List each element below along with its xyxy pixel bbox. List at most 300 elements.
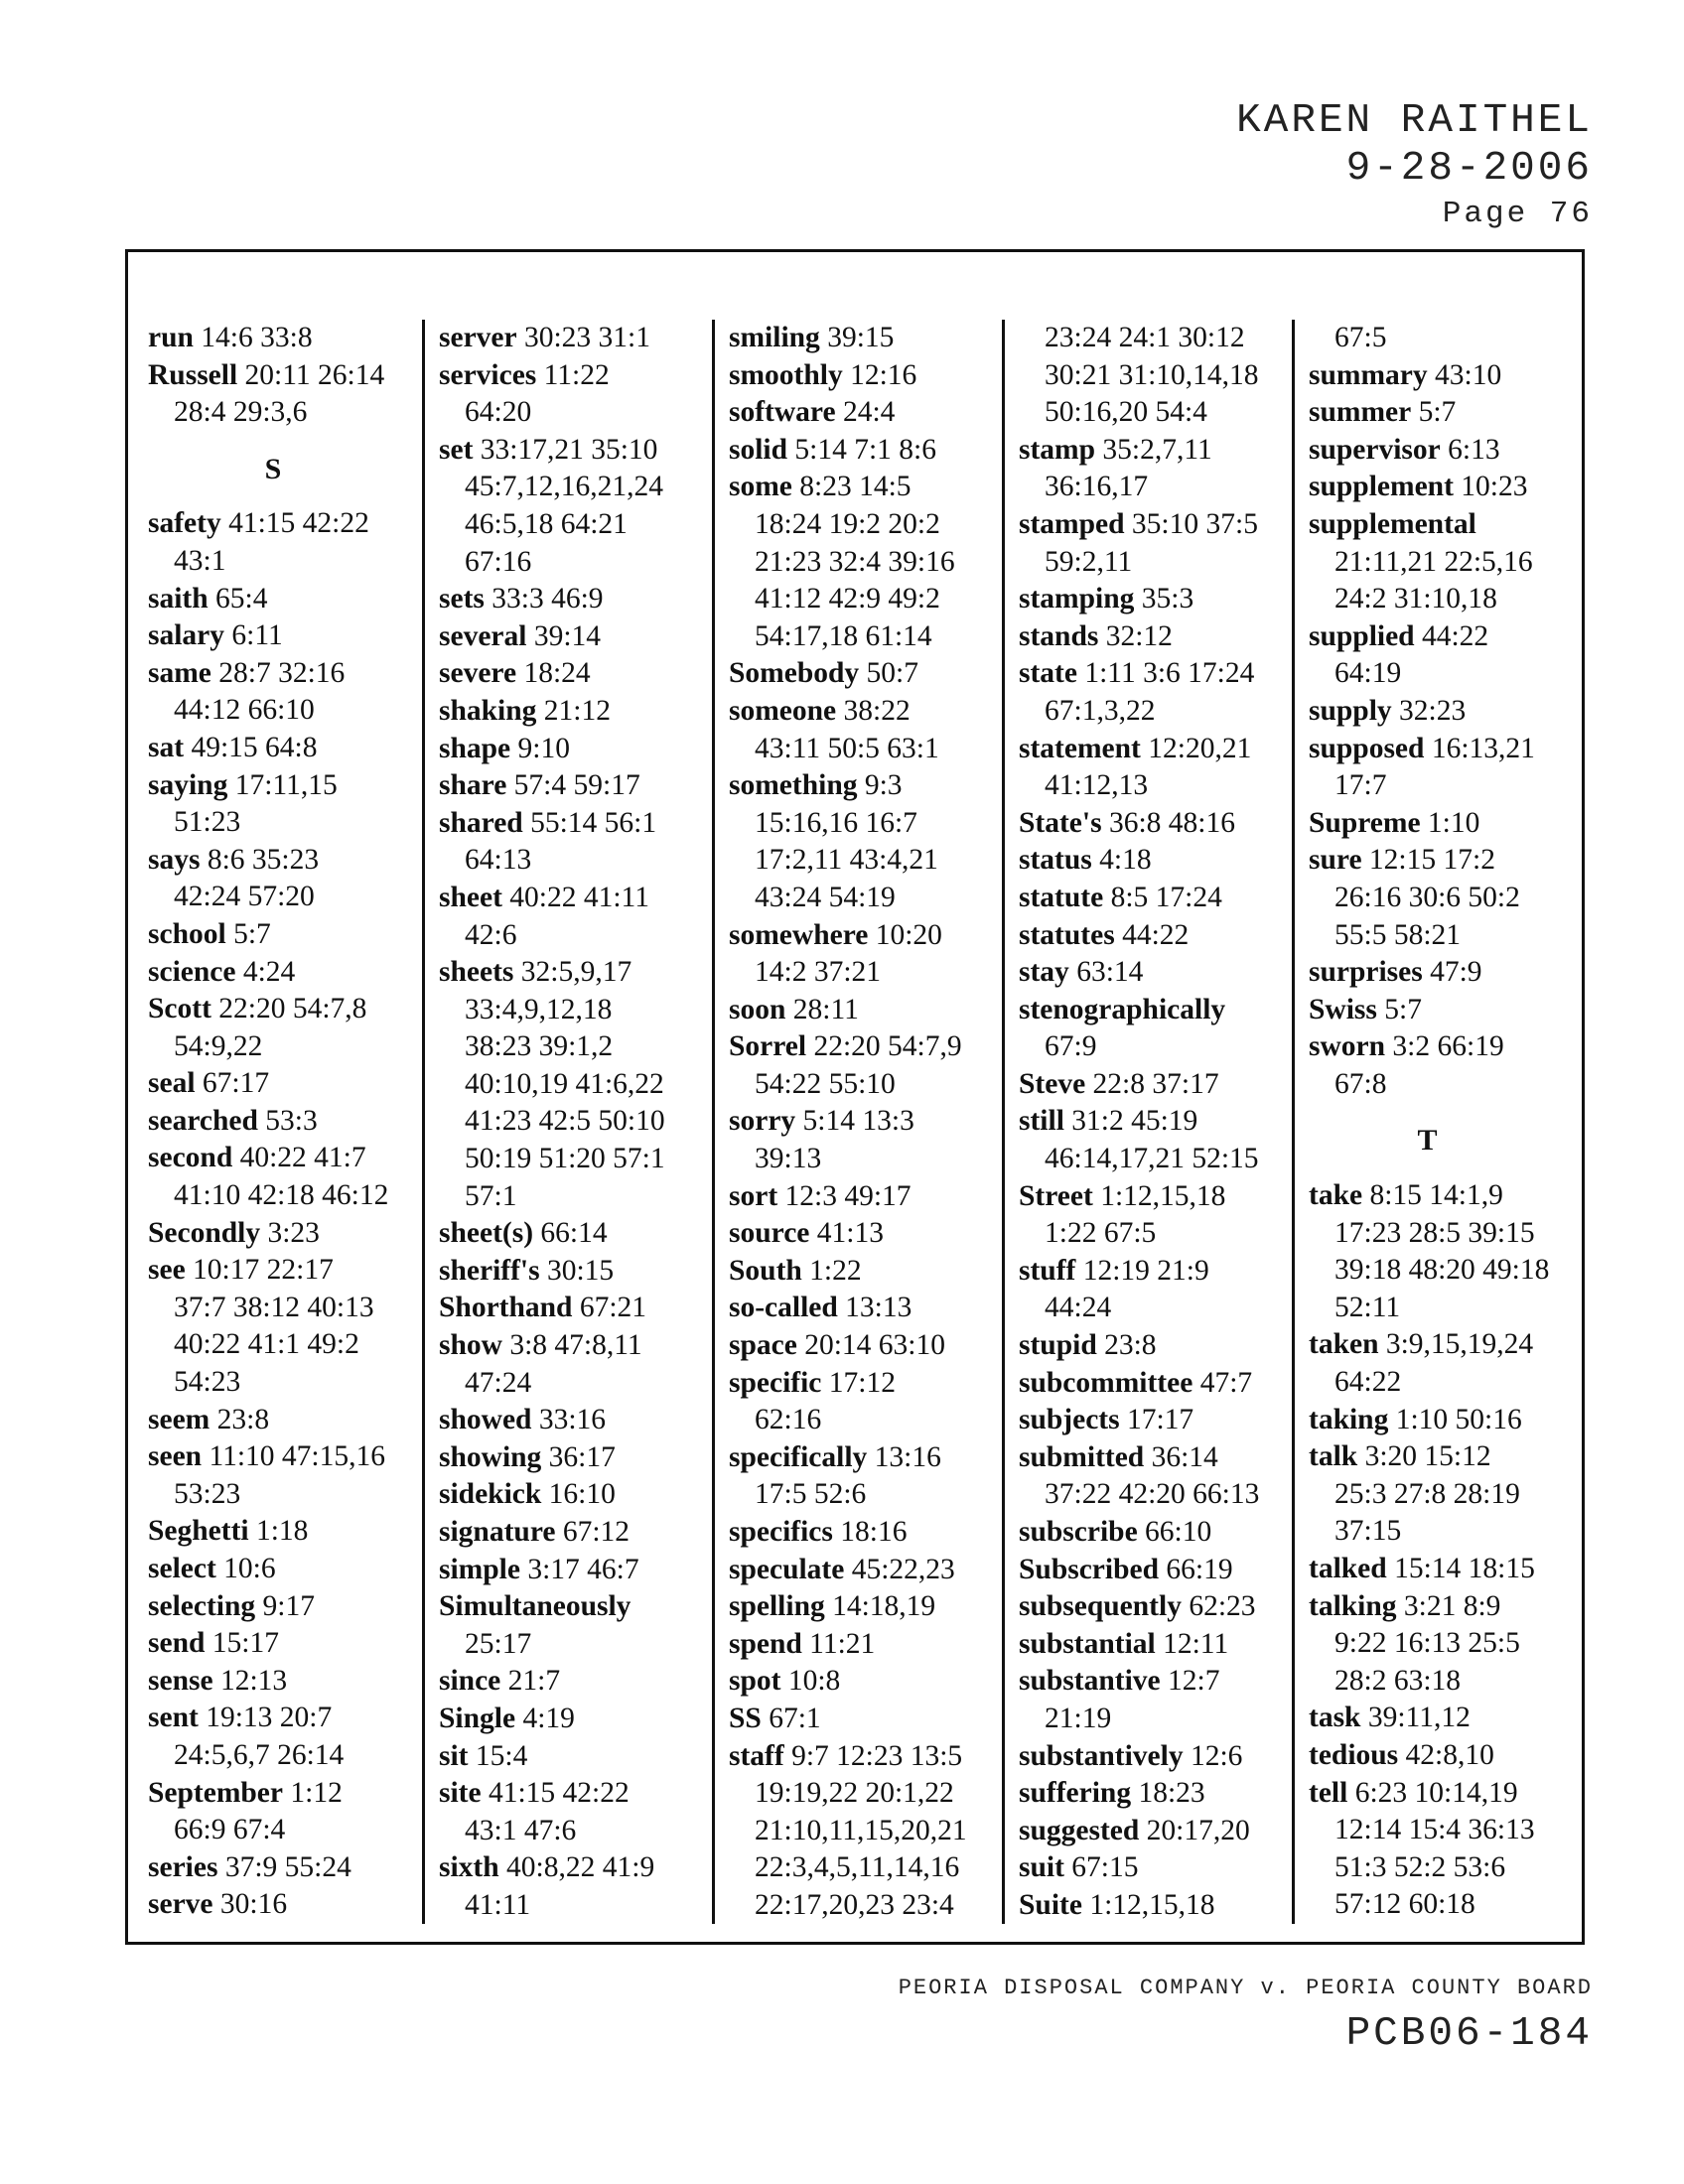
index-entry: [729, 1514, 1002, 1552]
page-line-refs: 17:12: [828, 1366, 896, 1399]
page-number: Page 76: [1442, 197, 1593, 231]
index-term: safety: [148, 507, 221, 540]
page-line-refs: 44:12 66:10: [174, 694, 315, 727]
index-entry-continuation: [729, 731, 1002, 768]
page-line-refs: 16:10: [548, 1478, 616, 1511]
index-entry: [1019, 1365, 1292, 1403]
index-term: specifics: [729, 1516, 833, 1548]
page-line-refs: 32:23: [1399, 694, 1467, 727]
index-entry: [439, 1588, 712, 1626]
index-entry: [729, 1626, 1002, 1664]
page-line-refs: 10:17 22:17: [193, 1254, 334, 1287]
index-term: substantively: [1019, 1739, 1184, 1772]
page-line-refs: 30:15: [546, 1254, 615, 1287]
page-line-refs: 53:3: [265, 1104, 318, 1137]
page-line-refs: 35:10 37:5: [1131, 507, 1258, 540]
index-entry: [729, 1103, 1002, 1141]
index-entry-continuation: [148, 1364, 422, 1402]
page-line-refs: 39:11,12: [1367, 1702, 1471, 1734]
index-column-1: [134, 320, 422, 1924]
index-entry-continuation: [148, 1177, 422, 1215]
page-line-refs: 62:16: [755, 1404, 822, 1436]
index-entry-continuation: [439, 506, 712, 544]
index-entry: [148, 1438, 422, 1476]
page-line-refs: 22:20 54:7,8: [218, 993, 367, 1025]
index-entry: [729, 1701, 1002, 1738]
index-entry: [439, 954, 712, 992]
index-entry-continuation: [1309, 581, 1570, 618]
page-line-refs: 4:19: [522, 1702, 575, 1734]
page-line-refs: 25:3 27:8 28:19: [1334, 1477, 1520, 1510]
index-term: sit: [439, 1739, 469, 1772]
index-term: send: [148, 1627, 206, 1660]
page-line-refs: 64:19: [1334, 657, 1402, 690]
index-term: saying: [148, 768, 228, 801]
index-term: substantive: [1019, 1665, 1161, 1698]
index-term: suggested: [1019, 1814, 1140, 1846]
index-entry: [1309, 1737, 1570, 1775]
page-line-refs: 35:2,7,11: [1102, 433, 1212, 466]
index-entry-continuation: [729, 1141, 1002, 1178]
index-term: soon: [729, 993, 786, 1025]
index-term: suffering: [1019, 1777, 1132, 1810]
page-line-refs: 43:1: [174, 544, 226, 577]
page-line-refs: 5:7: [1418, 396, 1457, 429]
index-entry: [148, 1513, 422, 1551]
case-title: PEORIA DISPOSAL COMPANY v. PEORIA COUNTY BOARD: [898, 1976, 1593, 2000]
index-entry: [1019, 655, 1292, 693]
page-line-refs: 1:12,15,18: [1100, 1179, 1226, 1212]
index-entry: [439, 1775, 712, 1813]
index-term: sixth: [439, 1851, 499, 1884]
index-term: signature: [439, 1516, 556, 1548]
page-line-refs: 3:8 47:8,11: [509, 1329, 642, 1362]
index-entry: [439, 1253, 712, 1291]
index-entry: [1309, 731, 1570, 768]
index-entry-continuation: [439, 992, 712, 1029]
index-term: stuff: [1019, 1254, 1076, 1287]
index-entry: [729, 357, 1002, 395]
index-entry: [1309, 1438, 1570, 1476]
index-entry: [729, 1253, 1002, 1291]
page-line-refs: 12:13: [219, 1664, 288, 1697]
page-line-refs: 5:7: [233, 917, 271, 950]
page-line-refs: 50:16,20 54:4: [1045, 396, 1207, 429]
index-entry: [1309, 1028, 1570, 1066]
index-term: stamped: [1019, 507, 1125, 540]
index-entry-continuation: [148, 692, 422, 730]
index-term: several: [439, 619, 527, 652]
index-entry: [439, 1738, 712, 1776]
index-term: stamp: [1019, 433, 1096, 466]
index-entry: [1019, 1327, 1292, 1365]
index-entry: [729, 1215, 1002, 1253]
index-term: surprises: [1309, 956, 1423, 989]
index-entry: [439, 1402, 712, 1439]
page-line-refs: 41:23 42:5 50:10: [465, 1105, 665, 1138]
page-line-refs: 19:13 20:7: [206, 1702, 333, 1734]
index-term: someone: [729, 694, 837, 727]
index-entry: [1019, 1066, 1292, 1104]
page-line-refs: 49:15 64:8: [191, 731, 318, 763]
page-line-refs: 26:16 30:6 50:2: [1334, 881, 1520, 913]
page-line-refs: 5:14 13:3: [802, 1105, 914, 1138]
index-term: Seghetti: [148, 1515, 249, 1548]
page-line-refs: 42:6: [465, 918, 517, 951]
index-term: talking: [1309, 1589, 1397, 1622]
page-line-refs: 67:5: [1334, 322, 1387, 353]
page-line-refs: 22:3,4,5,11,14,16: [755, 1851, 960, 1884]
page-line-refs: 37:22 42:20 66:13: [1045, 1478, 1260, 1511]
page-line-refs: 3:23: [267, 1216, 320, 1249]
index-entry: [1019, 1514, 1292, 1552]
page-line-refs: 59:2,11: [1045, 545, 1133, 578]
index-entry: [148, 655, 422, 693]
index-term: tell: [1309, 1776, 1348, 1809]
index-entry: [729, 469, 1002, 506]
index-entry-continuation: [729, 1887, 1002, 1924]
index-entry: [1019, 992, 1292, 1029]
index-term: Shorthand: [439, 1292, 573, 1324]
page-line-refs: 1:18: [255, 1515, 309, 1548]
page-line-refs: 12:6: [1190, 1739, 1243, 1772]
index-term: shaking: [439, 694, 537, 727]
index-entry-continuation: [148, 804, 422, 842]
page-line-refs: 50:19 51:20 57:1: [465, 1143, 665, 1175]
page-line-refs: 67:12: [562, 1516, 631, 1548]
index-entry-continuation: [439, 469, 712, 506]
page-line-refs: 22:20 54:7,9: [813, 1030, 962, 1063]
index-entry-continuation: [729, 506, 1002, 544]
index-entry: [1019, 1552, 1292, 1589]
index-term: talk: [1309, 1440, 1358, 1473]
index-term: services: [439, 358, 537, 391]
index-entry: [1309, 1177, 1570, 1215]
index-term: serve: [148, 1888, 213, 1921]
index-entry-continuation: [148, 1290, 422, 1327]
index-entry: [1309, 693, 1570, 731]
index-entry: [729, 767, 1002, 805]
index-term: severe: [439, 657, 517, 690]
page-line-refs: 38:22: [843, 694, 911, 727]
index-entry: [439, 1215, 712, 1253]
page-line-refs: 33:17,21 35:10: [480, 433, 658, 466]
index-term: supplement: [1309, 471, 1454, 503]
index-term: seal: [148, 1067, 196, 1100]
index-term: Sorrel: [729, 1030, 807, 1063]
index-entry-continuation: [439, 544, 712, 582]
index-entry-continuation: [1019, 1476, 1292, 1514]
index-term: space: [729, 1329, 797, 1362]
index-term: supervisor: [1309, 433, 1441, 466]
page-line-refs: 3:2 66:19: [1392, 1030, 1504, 1063]
index-entry: [1019, 1253, 1292, 1291]
page-line-refs: 43:1 47:6: [465, 1814, 577, 1846]
index-entry: [148, 1775, 422, 1813]
index-entry: [729, 1365, 1002, 1403]
page-line-refs: 52:11: [1334, 1291, 1401, 1323]
page-line-refs: 16:13,21: [1431, 732, 1535, 764]
index-entry-continuation: [148, 394, 422, 432]
index-term: salary: [148, 619, 225, 652]
index-term: State's: [1019, 806, 1102, 839]
index-term: searched: [148, 1104, 258, 1137]
index-entry: [729, 1290, 1002, 1327]
page-line-refs: 43:24 54:19: [755, 881, 896, 913]
index-entry: [729, 1552, 1002, 1589]
index-entry: [439, 731, 712, 768]
index-entry-continuation: [1019, 1290, 1292, 1327]
page-line-refs: 36:16,17: [1045, 471, 1149, 503]
page-line-refs: 11:21: [809, 1627, 876, 1660]
page-line-refs: 5:14 7:1 8:6: [794, 433, 936, 466]
section-letter: T: [1417, 1124, 1438, 1158]
deponent-name: KAREN RAITHEL: [1236, 98, 1593, 144]
index-term: simple: [439, 1553, 520, 1585]
index-entry-continuation: [1019, 1141, 1292, 1178]
page-line-refs: 32:5,9,17: [520, 956, 632, 989]
index-entry: [1019, 731, 1292, 768]
index-entry: [148, 1625, 422, 1663]
index-entry-continuation: [439, 394, 712, 432]
index-entry: [1019, 432, 1292, 470]
index-entry: [1019, 506, 1292, 544]
index-term: source: [729, 1217, 810, 1250]
page-line-refs: 14:18,19: [832, 1590, 936, 1623]
index-entry-continuation: [439, 1028, 712, 1066]
index-entry: [729, 1738, 1002, 1776]
index-term: since: [439, 1665, 501, 1698]
page-line-refs: 3:17 46:7: [527, 1553, 639, 1585]
index-term: Steve: [1019, 1067, 1086, 1100]
page-line-refs: 64:22: [1334, 1366, 1402, 1399]
page-line-refs: 22:17,20,23 23:4: [755, 1888, 954, 1921]
index-entry-continuation: [1019, 693, 1292, 731]
index-entry: [1309, 1326, 1570, 1364]
page-line-refs: 12:3 49:17: [784, 1179, 912, 1212]
index-entry: [439, 1663, 712, 1701]
index-entry-continuation: [729, 880, 1002, 917]
page-footer: [899, 1974, 1593, 2059]
index-term: subjects: [1019, 1404, 1120, 1436]
page-line-refs: 1:22: [809, 1254, 862, 1287]
index-term: Supreme: [1309, 806, 1421, 839]
deposition-date: 9-28-2006: [1345, 146, 1593, 192]
page-line-refs: 17:7: [1334, 769, 1387, 802]
page-line-refs: 10:8: [787, 1665, 841, 1698]
index-term: specific: [729, 1366, 822, 1399]
index-entry-continuation: [1309, 1849, 1570, 1887]
index-entry-continuation: [439, 1813, 712, 1850]
index-term: Suite: [1019, 1888, 1082, 1921]
index-entry: [439, 1514, 712, 1552]
page-line-refs: 20:11 26:14: [244, 358, 385, 391]
page-line-refs: 37:7 38:12 40:13: [174, 1291, 374, 1323]
page-line-refs: 37:9 55:24: [224, 1850, 351, 1883]
page-line-refs: 67:1: [769, 1702, 821, 1734]
page-line-refs: 63:14: [1076, 956, 1144, 989]
index-entry: [1019, 954, 1292, 992]
index-term: taking: [1309, 1403, 1389, 1435]
index-term: somewhere: [729, 918, 869, 951]
page-line-refs: 9:17: [262, 1589, 315, 1622]
index-entry: [148, 581, 422, 618]
index-entry-continuation: [1019, 320, 1292, 357]
page-line-refs: 53:23: [174, 1477, 241, 1510]
index-entry: [148, 1140, 422, 1177]
index-entry-continuation: [1019, 1215, 1292, 1253]
index-term: speculate: [729, 1553, 845, 1585]
index-term: sort: [729, 1179, 778, 1212]
page-line-refs: 30:21 31:10,14,18: [1045, 358, 1259, 391]
page-line-refs: 19:19,22 20:1,22: [755, 1777, 954, 1810]
page-line-refs: 1:10: [1427, 806, 1480, 839]
page-line-refs: 17:17: [1126, 1404, 1194, 1436]
index-entry-continuation: [729, 1813, 1002, 1850]
index-entry: [1309, 469, 1570, 506]
page-line-refs: 42:8,10: [1405, 1738, 1494, 1771]
index-term: statutes: [1019, 918, 1115, 951]
index-term: showing: [439, 1440, 542, 1473]
page-line-refs: 11:10 47:15,16: [209, 1440, 386, 1473]
index-term: selecting: [148, 1589, 256, 1622]
index-entry: [1019, 917, 1292, 955]
index-term: software: [729, 396, 836, 429]
page-line-refs: 12:15 17:2: [1368, 844, 1495, 877]
page-line-refs: 38:23 39:1,2: [465, 1030, 614, 1063]
index-term: says: [148, 843, 201, 876]
index-term: Swiss: [1309, 993, 1377, 1025]
index-term: share: [439, 769, 507, 802]
page-line-refs: 54:22 55:10: [755, 1067, 896, 1100]
index-term: set: [439, 433, 474, 466]
index-entry-continuation: [729, 1066, 1002, 1104]
index-term: submitted: [1019, 1440, 1145, 1473]
page-line-refs: 33:3 46:9: [491, 583, 604, 615]
page-line-refs: 21:7: [507, 1665, 561, 1698]
index-term: Single: [439, 1702, 516, 1734]
index-term: run: [148, 322, 194, 353]
page-line-refs: 31:2 45:19: [1071, 1105, 1198, 1138]
index-entry: [439, 581, 712, 618]
page-line-refs: 12:16: [850, 358, 917, 391]
page-line-refs: 8:15 14:1,9: [1369, 1179, 1503, 1212]
page-line-refs: 36:14: [1151, 1440, 1218, 1473]
index-entry: [1309, 1775, 1570, 1813]
index-entry: [148, 1402, 422, 1439]
index-entry: [1309, 506, 1570, 544]
index-term: spelling: [729, 1590, 825, 1623]
index-term: substantial: [1019, 1627, 1156, 1660]
index-term: sworn: [1309, 1030, 1386, 1063]
index-entry-continuation: [1019, 1701, 1292, 1738]
index-term: SS: [729, 1702, 762, 1734]
page-line-refs: 47:9: [1430, 956, 1482, 989]
page-line-refs: 12:7: [1168, 1665, 1220, 1698]
index-term: shared: [439, 806, 523, 839]
page-line-refs: 54:23: [174, 1366, 241, 1399]
page-line-refs: 44:24: [1045, 1292, 1112, 1324]
page-line-refs: 67:8: [1334, 1067, 1387, 1100]
index-entry: [148, 1588, 422, 1626]
page-line-refs: 28:11: [792, 993, 859, 1025]
index-term: sheets: [439, 956, 514, 989]
index-term: Simultaneously: [439, 1590, 632, 1623]
page-line-refs: 17:5 52:6: [755, 1478, 867, 1511]
page-line-refs: 30:16: [219, 1888, 288, 1921]
index-term: series: [148, 1850, 218, 1883]
page-line-refs: 32:12: [1105, 619, 1173, 652]
page-line-refs: 33:4,9,12,18: [465, 993, 613, 1025]
page-line-refs: 36:17: [548, 1440, 616, 1473]
index-entry: [439, 320, 712, 357]
index-term: supplemental: [1309, 507, 1476, 540]
page-line-refs: 67:1,3,22: [1045, 694, 1156, 727]
index-term: status: [1019, 844, 1092, 877]
index-entry-continuation: [1309, 1513, 1570, 1551]
index-entry-continuation: [148, 1737, 422, 1775]
page-line-refs: 40:22 41:7: [239, 1142, 366, 1174]
page-line-refs: 20:17,20: [1146, 1814, 1250, 1846]
index-entry-continuation: [439, 1066, 712, 1104]
index-term: shape: [439, 732, 511, 764]
index-entry: [439, 1552, 712, 1589]
index-term: stamping: [1019, 583, 1135, 615]
index-entry: [729, 1028, 1002, 1066]
page-line-refs: 13:13: [845, 1292, 912, 1324]
index-entry: [1019, 1588, 1292, 1626]
page-line-refs: 67:15: [1071, 1851, 1139, 1884]
page-line-refs: 1:22 67:5: [1045, 1217, 1157, 1250]
page-line-refs: 39:14: [533, 619, 602, 652]
page-line-refs: 55:14 56:1: [530, 806, 657, 839]
page-line-refs: 10:20: [875, 918, 942, 951]
index-term: so-called: [729, 1292, 838, 1324]
index-entry: [1019, 1439, 1292, 1477]
word-index-box: [125, 249, 1585, 1945]
index-entry-continuation: [439, 1178, 712, 1216]
index-term: server: [439, 322, 517, 353]
section-letter: S: [264, 452, 282, 485]
index-entry: [1019, 581, 1292, 618]
page-line-refs: 65:4: [215, 582, 268, 614]
index-entry: [729, 394, 1002, 432]
page-line-refs: 9:7 12:23 13:5: [791, 1739, 963, 1772]
index-entry: [729, 655, 1002, 693]
page-line-refs: 15:4: [475, 1739, 528, 1772]
index-term: stay: [1019, 956, 1069, 989]
page-line-refs: 40:8,22 41:9: [506, 1851, 655, 1884]
page-line-refs: 24:5,6,7 26:14: [174, 1738, 345, 1771]
page-line-refs: 66:14: [540, 1217, 608, 1250]
page-line-refs: 21:11,21 22:5,16: [1334, 545, 1533, 578]
index-column-3: [712, 320, 1002, 1924]
page-line-refs: 3:21 8:9: [1403, 1589, 1501, 1622]
page-line-refs: 67:16: [465, 545, 532, 578]
page-line-refs: 15:17: [211, 1627, 279, 1660]
index-term: subsequently: [1019, 1590, 1182, 1623]
index-entry: [1019, 1813, 1292, 1850]
page-line-refs: 64:20: [465, 396, 532, 429]
index-term: seen: [148, 1440, 203, 1473]
index-term: site: [439, 1777, 482, 1810]
index-entry: [1019, 1849, 1292, 1887]
page-line-refs: 12:20,21: [1148, 732, 1252, 764]
index-term: science: [148, 955, 236, 988]
page-line-refs: 33:16: [538, 1404, 607, 1436]
page-line-refs: 18:24: [523, 657, 591, 690]
index-entry-continuation: [439, 1887, 712, 1924]
